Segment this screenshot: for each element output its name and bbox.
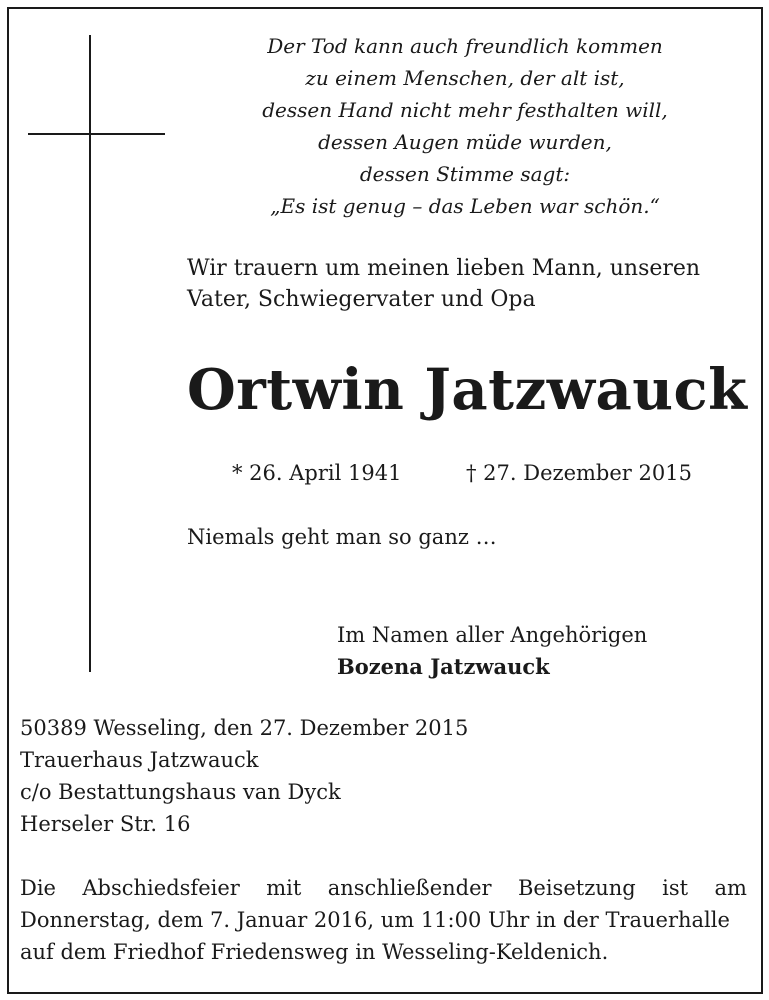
- service-word: anschließender: [327, 876, 492, 900]
- poem-line: dessen Augen müde wurden,: [318, 130, 612, 154]
- service-word: am: [714, 876, 747, 900]
- address-line: 50389 Wesseling, den 27. Dezember 2015: [20, 716, 469, 740]
- service-word: Beisetzung: [517, 876, 636, 900]
- address-line: Herseler Str. 16: [20, 812, 191, 836]
- service-line-1: [20, 872, 747, 904]
- poem-line: Der Tod kann auch freundlich kommen: [267, 34, 663, 58]
- service-word: mit: [266, 876, 302, 900]
- intro-line: Wir trauern um meinen lieben Mann, unseren: [187, 256, 701, 281]
- cross-icon-vertical: [89, 35, 91, 672]
- service-info: [20, 872, 747, 968]
- poem: [250, 30, 680, 222]
- poem-line: zu einem Menschen, der alt ist,: [305, 66, 625, 90]
- address-block: [20, 712, 468, 840]
- poem-line: „Es ist genug – das Leben war schön.“: [270, 194, 660, 218]
- signature-name: Bozena Jatzwauck: [337, 654, 550, 679]
- service-word: ist: [662, 876, 689, 900]
- birth-date: * 26. April 1941: [232, 461, 402, 485]
- poem-line: dessen Stimme sagt:: [359, 162, 571, 186]
- poem-line: dessen Hand nicht mehr festhalten will,: [262, 98, 668, 122]
- death-date: † 27. Dezember 2015: [466, 461, 692, 485]
- signature-block: [337, 619, 647, 683]
- mourning-intro: [187, 253, 700, 315]
- service-word: Die: [20, 876, 56, 900]
- intro-line: Vater, Schwiegervater und Opa: [187, 287, 536, 312]
- deceased-name: Ortwin Jatzwauck: [187, 357, 748, 423]
- signature-line: Im Namen aller Angehörigen: [337, 623, 648, 647]
- cross-icon-horizontal: [28, 133, 165, 135]
- motto: Niemals geht man so ganz …: [187, 525, 497, 549]
- service-line-3: auf dem Friedhof Friedensweg in Wesseling-Keldenich.: [20, 940, 609, 964]
- service-line-2: Donnerstag, dem 7. Januar 2016, um 11:00 Uhr in der Trauerhalle: [20, 908, 730, 932]
- address-line: Trauerhaus Jatzwauck: [20, 748, 259, 772]
- service-word: Abschiedsfeier: [82, 876, 240, 900]
- address-line: c/o Bestattungshaus van Dyck: [20, 780, 341, 804]
